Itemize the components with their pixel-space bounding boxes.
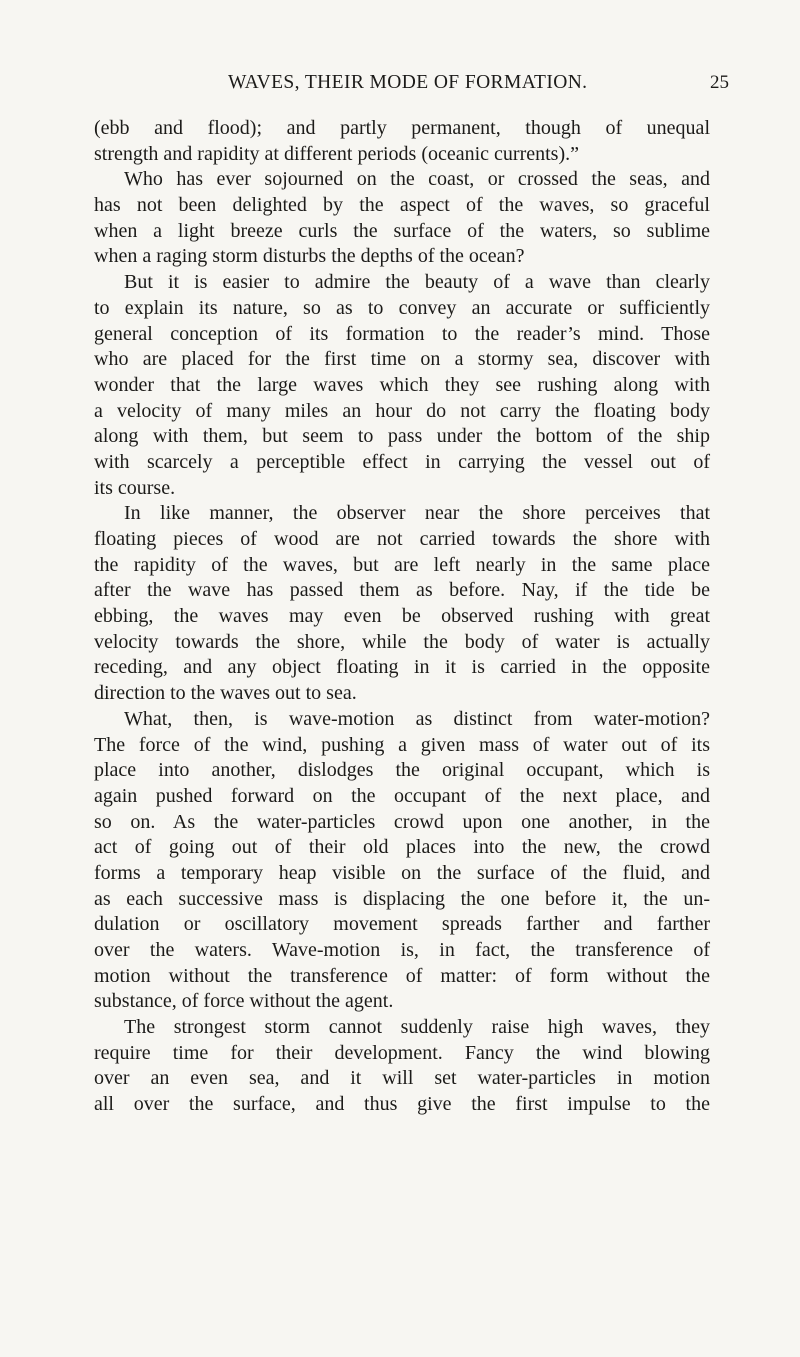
text-line: all over the surface, and thus give the first impulse to the [94,1093,710,1116]
text-line: when a light breeze curls the surface of the waters, so sublime [94,219,710,242]
text-line: receding, and any object floating in it is carried in the opposite [94,656,710,679]
text-line: a velocity of many miles an hour do not carry the floating body [94,399,710,422]
text-line: floating pieces of wood are not carried towards the shore with [94,528,710,550]
text-line: has not been delighted by the aspect of the waves, so graceful [94,194,710,217]
paragraph [94,707,710,1015]
text-line: so on. As the water-particles crowd upon one another, in the [94,810,710,833]
text-line: act of going out of their old places into the new, the crowd [94,836,710,859]
text-line: velocity towards the shore, while the body of water is actually [94,630,710,653]
text-line: Who has ever sojourned on the coast, or crossed the seas, and [124,168,710,191]
text-line: ebbing, the waves may even be observed rushing with great [94,605,710,628]
text-line: But it is easier to admire the beauty of a wave than clearly [124,271,710,294]
text-line: as each successive mass is displacing the one before it, the un- [94,887,710,910]
text-line: general conception of its formation to the reader’s mind. Those [94,322,710,345]
running-title: WAVES, THEIR MODE OF FORMATION. [228,72,588,93]
page-number: 25 [710,72,729,93]
text-line: after the wave has passed them as before. Nay, if the tide be [94,579,710,602]
text-line: What, then, is wave-motion as distinct from water-motion? [124,707,710,730]
text-line: direction to the waves out to sea. [94,682,357,705]
text-line: with scarcely a perceptible effect in carrying the vessel out of [94,450,710,473]
text-line: In like manner, the observer near the shore perceives that [124,502,710,525]
paragraph [94,116,710,167]
text-line: along with them, but seem to pass under the bottom of the ship [94,425,710,448]
text-line: over the waters. Wave-motion is, in fact, the transference of [94,939,710,961]
running-head [0,72,800,102]
text-line: motion without the transference of matter: of form without the [94,964,710,987]
paragraph [94,1015,710,1118]
text-line: when a raging storm disturbs the depths of the ocean? [94,245,525,268]
text-line: again pushed forward on the occupant of the next place, and [94,784,710,807]
text-line: forms a temporary heap visible on the surface of the fluid, and [94,861,710,884]
paragraph [94,167,710,270]
text-line: the rapidity of the waves, but are left nearly in the same place [94,553,710,576]
text-line: place into another, dislodges the original occupant, which is [94,759,710,782]
paragraph [94,501,710,707]
text-line: dulation or oscillatory movement spreads farther and farther [94,913,710,936]
text-line: strength and rapidity at different periods (oceanic currents).” [94,142,579,165]
body-text [94,116,710,1118]
text-line: (ebb and flood); and partly permanent, though of unequal [94,117,710,139]
text-line: wonder that the large waves which they see rushing along with [94,373,710,396]
text-line: The force of the wind, pushing a given mass of water out of its [94,733,710,756]
text-line: who are placed for the first time on a stormy sea, discover with [94,348,710,371]
text-line: require time for their development. Fancy the wind blowing [94,1041,710,1064]
text-line: over an even sea, and it will set water-particles in motion [94,1067,710,1090]
text-line: The strongest storm cannot suddenly raise high waves, they [124,1016,710,1039]
text-line: substance, of force without the agent. [94,990,394,1013]
text-line: its course. [94,476,176,499]
paragraph [94,270,710,501]
text-line: to explain its nature, so as to convey an accurate or sufficiently [94,296,710,319]
